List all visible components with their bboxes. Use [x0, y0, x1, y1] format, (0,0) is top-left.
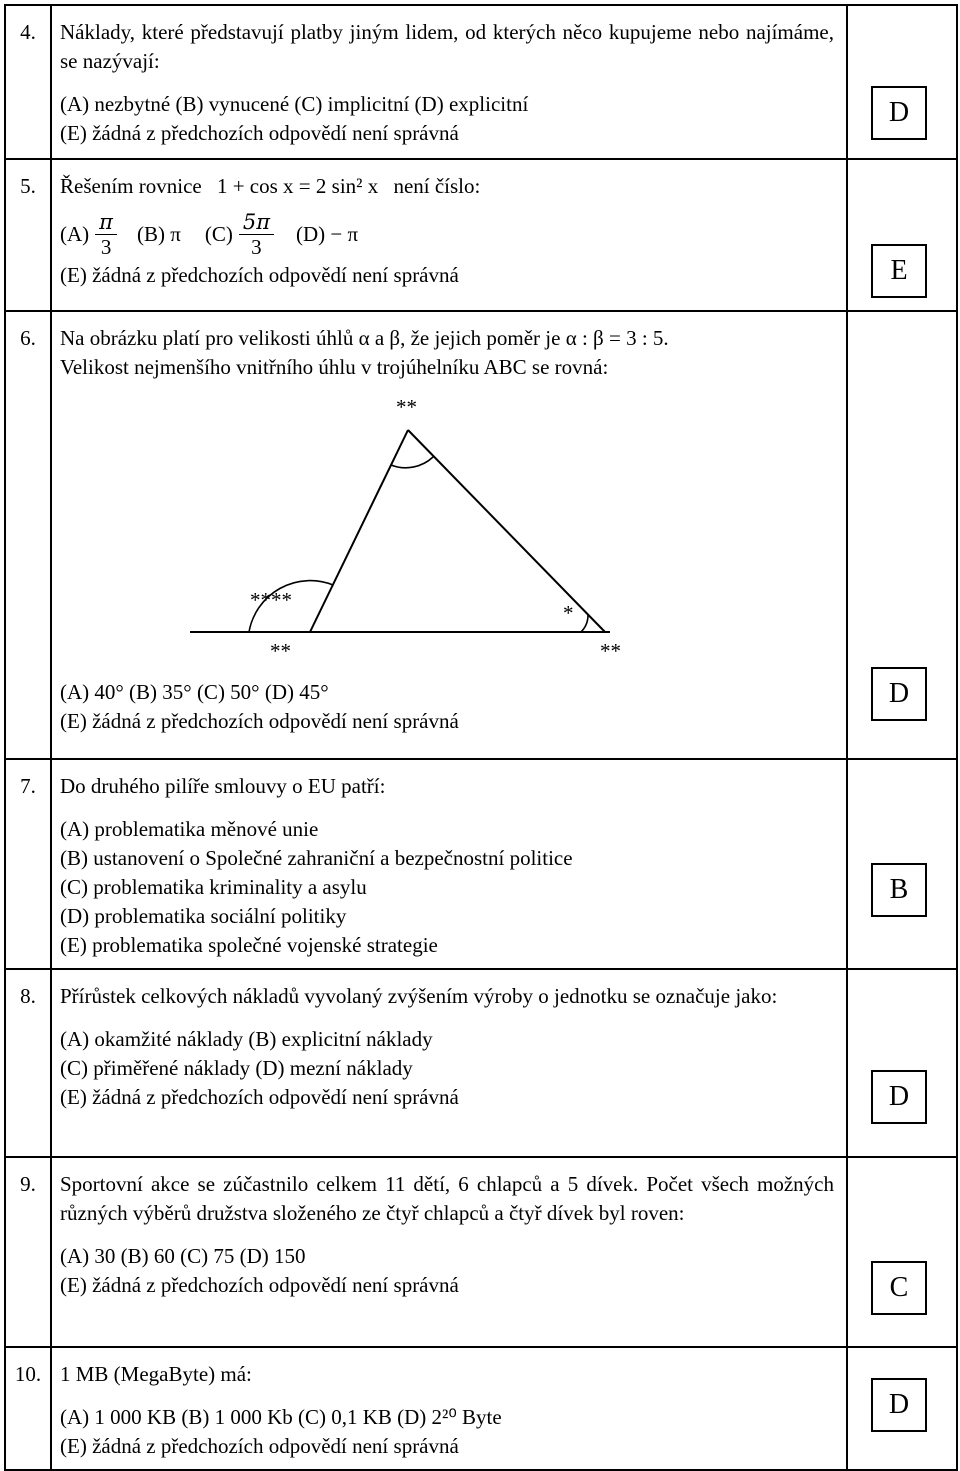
option-line: (A) nezbytné (B) vynucené (C) implicitní (D) explicitní — [60, 92, 529, 116]
option-line: (E) žádná z předchozích odpovědí není správná — [60, 263, 459, 287]
top-angle-arc — [391, 457, 433, 468]
label-bottom-left: ** — [270, 639, 291, 662]
option-line: (A) okamžité náklady (B) explicitní náklady — [60, 1027, 433, 1051]
answer-box: D — [871, 86, 927, 140]
question-row — [5, 969, 957, 1157]
question-number: 9. — [5, 1157, 51, 1347]
option-line: (D) problematika sociální politiky — [60, 904, 347, 928]
left-side — [310, 430, 408, 632]
answer-box: D — [871, 667, 927, 721]
right-side — [408, 430, 605, 632]
question-text: 1 MB (MegaByte) má: — [60, 1362, 252, 1386]
answer-cell — [847, 1347, 957, 1470]
triangle-figure — [60, 382, 834, 662]
option-b: (B) π — [136, 221, 181, 246]
question-number: 6. — [5, 311, 51, 759]
option-line: (E) žádná z předchozích odpovědí není správná — [60, 709, 459, 733]
option-line: (E) žádná z předchozích odpovědí není správná — [60, 1085, 459, 1109]
question-body — [51, 311, 847, 759]
option-line: (C) přiměřené náklady (D) mezní náklady — [60, 1056, 413, 1080]
question-row — [5, 1157, 957, 1347]
question-number: 7. — [5, 759, 51, 969]
question-text: Řešením rovnice — [60, 174, 202, 198]
option-line: (A) 40° (B) 35° (C) 50° (D) 45° — [60, 680, 329, 704]
answer-cell — [847, 759, 957, 969]
question-body — [51, 759, 847, 969]
question-text: není číslo: — [393, 174, 481, 198]
exam-table — [4, 4, 958, 1471]
question-body — [51, 1157, 847, 1347]
option-line: (E) žádná z předchozích odpovědí není správná — [60, 121, 459, 145]
option-a-label: (A) — [60, 221, 90, 246]
option-line: (A) 30 (B) 60 (C) 75 (D) 150 — [60, 1244, 306, 1268]
answer-cell — [847, 1157, 957, 1347]
option-c-label: (C) — [204, 221, 233, 246]
question-row — [5, 1347, 957, 1470]
answer-box: E — [871, 244, 927, 298]
question-body — [51, 1347, 847, 1470]
answer-cell — [847, 5, 957, 159]
option-line: (E) žádná z předchozích odpovědí není správná — [60, 1273, 459, 1297]
answer-cell — [847, 159, 957, 311]
question-body — [51, 159, 847, 311]
question-text: Sportovní akce se zúčastnilo celkem 11 dětí, 6 chlapců a 5 dívek. Počet všech možných různých výběrů družstva složeného ze čtyř chlapců a čtyř dívek byl roven: — [60, 1172, 834, 1225]
option-line: (A) 1 000 KB (B) 1 000 Kb (C) 0,1 KB (D) 2²⁰ Byte — [60, 1405, 502, 1429]
right-angle-arc — [581, 615, 588, 632]
answer-box: D — [871, 1378, 927, 1432]
option-line: (B) ustanovení o Společné zahraniční a bezpečnostní politice — [60, 846, 573, 870]
option-line: (E) problematika společné vojenské strategie — [60, 933, 438, 957]
equation: 1 + cos x = 2 sin² x — [216, 174, 379, 198]
answer-cell — [847, 969, 957, 1157]
answer-box: B — [871, 863, 927, 917]
label-right-angle: * — [563, 601, 574, 625]
question-text: Přírůstek celkových nákladů vyvolaný zvýšením výroby o jednotku se označuje jako: — [60, 984, 778, 1008]
fraction-a: $\frac{\pi}{3}$ — [95, 210, 117, 259]
question-row — [5, 759, 957, 969]
question-text: Náklady, které představují platby jiným lidem, od kterých něco kupujeme nebo najímáme, se nazývají: — [60, 20, 834, 73]
question-number: 10. — [5, 1347, 51, 1470]
answer-box: D — [871, 1070, 927, 1124]
question-text: Velikost nejmenšího vnitřního úhlu v trojúhelníku ABC se rovná: — [60, 355, 609, 379]
option-line: (E) žádná z předchozích odpovědí není správná — [60, 1434, 459, 1458]
question-row — [5, 5, 957, 159]
question-body — [51, 5, 847, 159]
question-number: 5. — [5, 159, 51, 311]
label-top: ** — [396, 395, 417, 419]
question-text: Na obrázku platí pro velikosti úhlů α a β, že jejich poměr je α : β = 3 : 5. — [60, 326, 669, 350]
question-number: 8. — [5, 969, 51, 1157]
answer-cell — [847, 311, 957, 759]
question-row — [5, 311, 957, 759]
question-row — [5, 159, 957, 311]
question-text: Do druhého pilíře smlouvy o EU patří: — [60, 774, 386, 798]
question-number: 4. — [5, 5, 51, 159]
triangle-diagram — [60, 382, 760, 662]
option-d: (D) − π — [296, 221, 359, 246]
label-bottom-right: ** — [600, 639, 621, 662]
option-line: (A) problematika měnové unie — [60, 817, 319, 841]
label-left-angle: **** — [250, 588, 292, 612]
question-body — [51, 969, 847, 1157]
fraction-c: $\frac{5\pi}{3}$ — [239, 210, 274, 259]
answer-box: C — [871, 1261, 927, 1315]
option-line: (C) problematika kriminality a asylu — [60, 875, 367, 899]
